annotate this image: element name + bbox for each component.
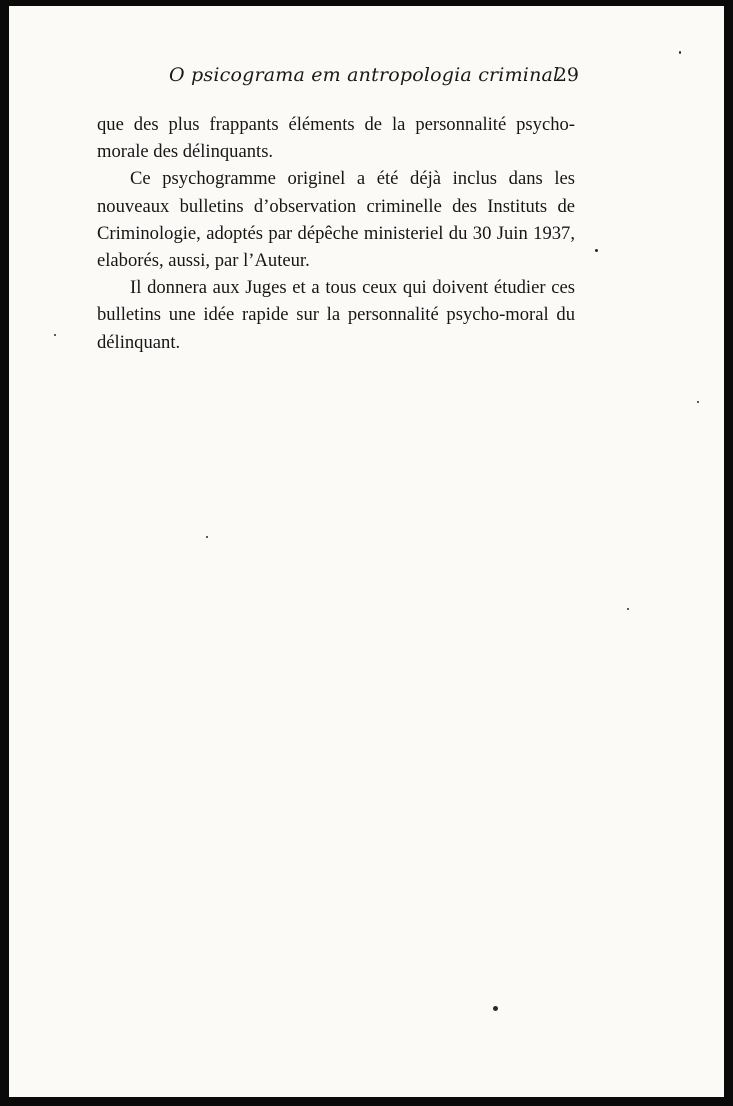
speck-mark — [54, 334, 56, 336]
page-number: 29 — [554, 64, 579, 86]
running-title: O psicograma em antropologia criminal — [169, 64, 560, 86]
speck-mark — [679, 51, 681, 54]
paragraph-psychogramme: Ce psychogramme originel a été déjà inclus dans les nouveaux bulletins d’observation criminelle des Instituts de Criminologie, adoptés par dépêche ministeriel du 30 Juin 1937, elaborés, aussi, par l’Auteur. — [97, 168, 575, 272]
speck-mark — [493, 1006, 498, 1011]
speck-mark — [697, 401, 699, 403]
page-header — [169, 64, 589, 96]
speck-mark — [206, 536, 208, 538]
speck-mark — [595, 249, 598, 252]
body-text — [97, 111, 575, 356]
paragraph-continuation: que des plus frappants éléments de la personnalité psycho-morale des délinquants. — [97, 114, 575, 163]
paragraph-juges: Il donnera aux Juges et a tous ceux qui doivent étudier ces bulletins une idée rapide sur la personnalité psycho-moral du délinquant. — [97, 277, 575, 353]
speck-mark — [627, 608, 629, 610]
